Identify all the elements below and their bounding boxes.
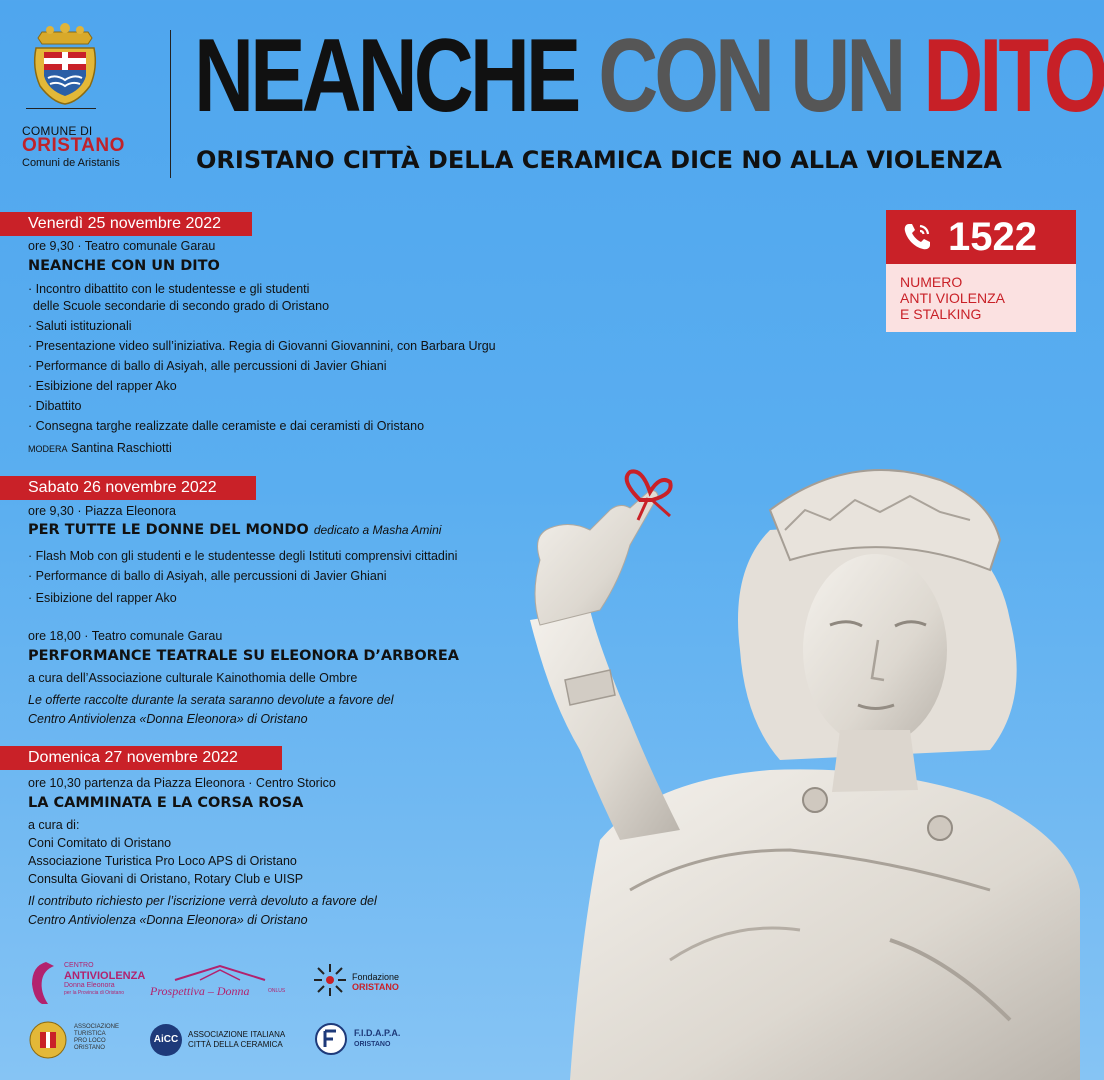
day3-curator-label: a cura di: [28,818,80,832]
date-bar-domenica: Domenica 27 novembre 2022 [0,746,282,770]
centro-antiviolenza-logo [28,960,146,1006]
day1-time-location: ore 9,30 · Teatro comunale Garau [28,239,216,253]
proloco-line-4: ORISTANO [74,1045,105,1051]
day1-moderator [28,438,172,459]
oristano-logo-text: ORISTANO [22,135,125,156]
fidapa-emblem-icon [314,1022,348,1056]
prospettiva-mark-icon [170,962,270,982]
day1-item: · Consegna targhe realizzate dalle ceramiste e dai ceramisti di Oristano [28,419,425,433]
day2-item: · Esibizione del rapper Ako [28,591,177,605]
aicc-line-2: CITTÀ DELLA CERAMICA [188,1040,283,1049]
hotline-line-2: ANTI VIOLENZA [900,290,1006,306]
day2-item: · Flash Mob con gli studenti e le studentesse degli Istituti comprensivi cittadini [28,549,458,563]
antiviolenza-label: ANTIVIOLENZA [64,970,146,982]
day1-item: · Performance di ballo di Asiyah, alle percussioni di Javier Ghiani [28,359,387,373]
proloco-oristano-logo [28,1020,138,1062]
day2-curator: a cura dell’Associazione culturale Kainothomia delle Ombre [28,671,358,685]
date-bar-venerdi: Venerdì 25 novembre 2022 [0,212,252,236]
day2-note-line-1: Le offerte raccolte durante la serata saranno devolute a favore del [28,693,394,707]
day1-event-title: NEANCHE CON UN DITO [28,258,220,274]
hotline-number: 1522 [948,214,1037,259]
prospettiva-donna-label: Prospettiva – Donna [150,984,250,998]
centro-label: CENTRO [64,962,94,969]
day1-item: · Incontro dibattito con le studentesse e gli studenti [28,282,310,296]
day2-note-line-2: Centro Antiviolenza «Donna Eleonora» di Oristano [28,712,308,726]
proloco-crest-icon [28,1020,68,1060]
page-title [194,20,1104,132]
day2-item: · Performance di ballo di Asiyah, alle percussioni di Javier Ghiani [28,569,387,583]
donna-eleonora-label: Donna Eleonora [64,982,115,989]
comune-di-label: COMUNE DI [22,124,93,138]
woman-profile-icon [28,960,60,1006]
title-word-neanche: NEANCHE [194,18,578,134]
onlus-label: ONLUS [268,988,286,994]
day1-item: · Dibattito [28,399,82,413]
title-word-con-un: CON UN [598,18,903,134]
oristano-coat-of-arms-icon [30,24,100,106]
day3-event-title: LA CAMMINATA E LA CORSA ROSA [28,795,304,811]
day2-dedication: dedicato a Masha Amini [313,523,442,537]
proloco-line-1: ASSOCIAZIONE [74,1024,120,1030]
phone-icon [900,220,934,254]
day2-event-title-2: PERFORMANCE TEATRALE SU ELEONORA D’ARBOREA [28,648,459,664]
comuni-de-aristanis-label: Comuni de Aristanis [22,157,120,169]
provincia-label: per la Provincia di Oristano [64,990,125,996]
hotline-description [886,264,1076,332]
aicc-logo [150,1024,300,1056]
hotline-line-3: E STALKING [900,306,982,322]
eleonora-statue-illustration [470,420,1080,1080]
day1-item: · Presentazione video sull’iniziativa. Regia di Giovanni Giovannini, con Barbara Urgu [28,339,496,353]
prospettiva-donna-logo [150,962,290,1002]
fondazione-star-icon [312,962,348,998]
day3-time-location: ore 10,30 partenza da Piazza Eleonora · Centro Storico [28,776,336,790]
day3-note-line-1: Il contributo richiesto per l’iscrizione verrà devoluto a favore del [28,894,377,908]
day2-time-location: ore 9,30 · Piazza Eleonora [28,504,177,518]
day2-event-title [28,522,441,538]
day3-note-line-2: Centro Antiviolenza «Donna Eleonora» di Oristano [28,913,308,927]
day2-time-location-2: ore 18,00 · Teatro comunale Garau [28,629,223,643]
day3-organizer: Associazione Turistica Pro Loco APS di Oristano [28,854,297,868]
fondazione-oristano-logo [312,962,422,1002]
day1-item: · Esibizione del rapper Ako [28,379,177,393]
moderator-name: Santina Raschiotti [71,441,172,455]
title-word-dito: DITO [923,18,1104,134]
page-subtitle: ORISTANO CITTÀ DELLA CERAMICA DICE NO ALLA VIOLENZA [196,146,1002,174]
header-vertical-divider [170,30,171,178]
aicc-line-1: ASSOCIAZIONE ITALIANA [188,1030,286,1039]
hotline-line-1: NUMERO [900,274,963,290]
hotline-box [886,210,1076,332]
fidapa-oristano-label: ORISTANO [354,1041,391,1048]
day1-item: · Saluti istituzionali [28,319,132,333]
logo-divider [26,108,96,109]
fidapa-logo [314,1022,424,1058]
fondazione-oristano-label: ORISTANO [352,982,399,992]
fondazione-label: Fondazione [352,972,400,982]
day1-item: delle Scuole secondarie di secondo grado di Oristano [33,299,330,313]
day2-event-name: PER TUTTE LE DONNE DEL MONDO [28,522,309,538]
hotline-number-bar [886,210,1076,264]
fidapa-label: F.I.D.A.P.A. [354,1028,401,1038]
day3-organizer: Consulta Giovani di Oristano, Rotary Club e UISP [28,872,304,886]
proloco-line-3: PRO LOCO [74,1038,106,1044]
proloco-line-2: TURISTICA [74,1031,106,1037]
aicc-mark: AiCC [150,1024,182,1056]
date-bar-sabato: Sabato 26 novembre 2022 [0,476,256,500]
modera-label: MODERA [28,444,68,454]
day3-organizer: Coni Comitato di Oristano [28,836,172,850]
